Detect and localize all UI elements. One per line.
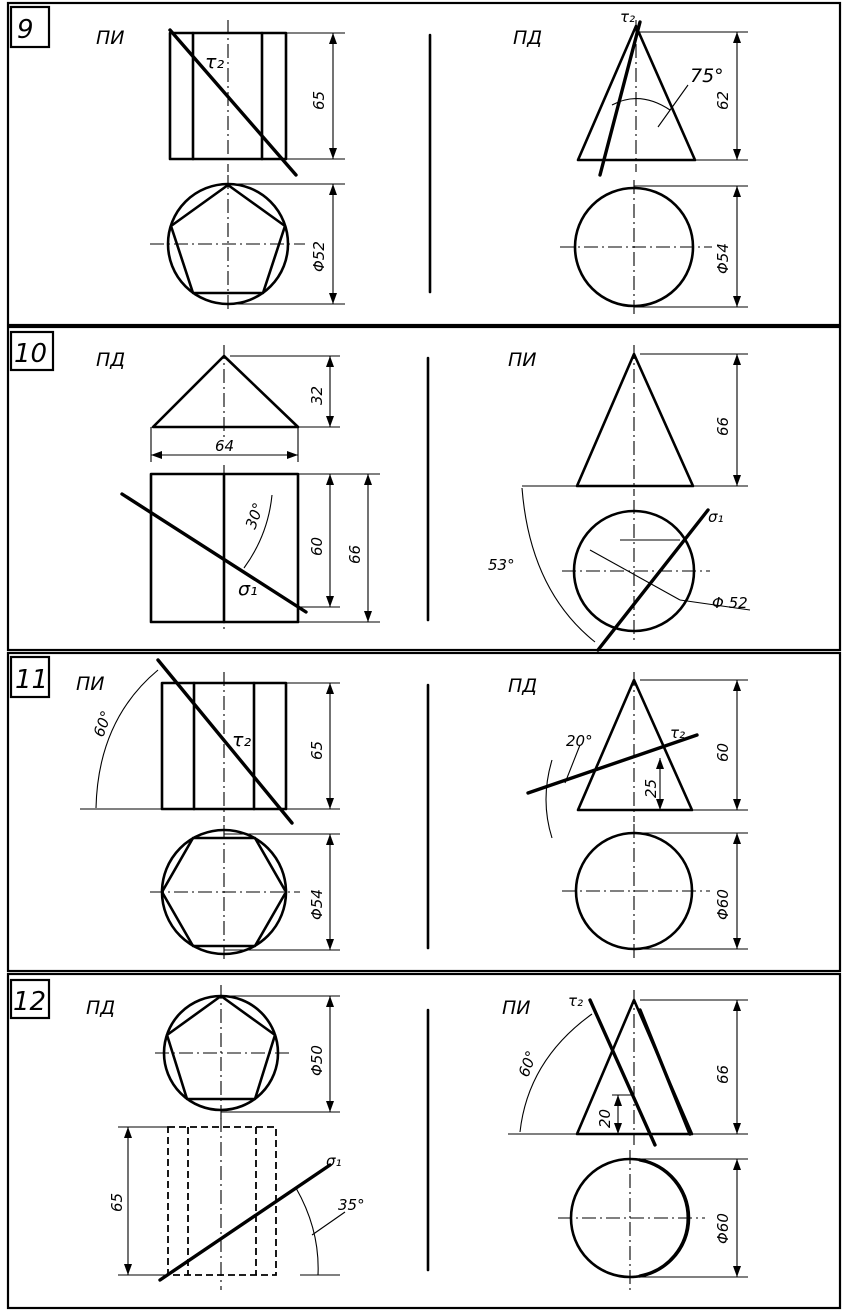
task-panel-11: [8, 653, 840, 971]
cutting-plane-line: [122, 494, 306, 612]
angle-value: 30°: [241, 500, 268, 532]
height-value: 65: [108, 1192, 126, 1212]
cutting-plane-line: [170, 30, 296, 175]
diameter-value: Φ 52: [712, 594, 748, 612]
cone-front-view: [578, 20, 695, 175]
plane-label: σ₁: [238, 578, 258, 600]
diameter-value: Φ54: [714, 243, 732, 274]
cutting-plane-line: [160, 1165, 330, 1280]
task-panel-9: [8, 3, 840, 325]
pentagonal-prism-top-view: [150, 175, 305, 312]
height-value: 65: [308, 740, 326, 760]
triangular-prism-front-view: [122, 465, 306, 632]
panel-frame: [8, 3, 840, 325]
view-label-right: ПИ: [502, 997, 531, 1019]
view-label-left: ПИ: [76, 673, 105, 695]
pentagonal-prism-top-view: [155, 985, 290, 1120]
offset-dimension: [612, 1095, 632, 1134]
angle-value: 60°: [89, 708, 116, 740]
cone-front-view: [528, 672, 697, 838]
task-panel-12: [8, 974, 840, 1308]
view-label-left: ПД: [96, 349, 126, 371]
view-label-right: ПД: [513, 27, 543, 49]
diameter-value: Φ50: [308, 1045, 326, 1076]
cutting-plane-line: [158, 660, 292, 823]
view-label-left: ПИ: [96, 27, 125, 49]
panel-frame: [8, 974, 840, 1308]
cone-top-view: [560, 180, 712, 315]
diameter-value: Φ52: [310, 241, 328, 272]
triangular-prism-side-view: [153, 345, 298, 440]
height-value: 62: [714, 90, 732, 110]
angle-value: 20°: [566, 732, 593, 750]
task-number: 11: [15, 665, 49, 695]
task-number: 10: [14, 339, 48, 369]
panel-frame: [8, 653, 840, 971]
total-height-value: 66: [346, 544, 364, 564]
angle-value: 53°: [488, 556, 515, 574]
angle-value: 35°: [338, 1196, 365, 1214]
angle-value: 75°: [690, 65, 724, 87]
diameter-value: Φ54: [308, 889, 326, 920]
hexagonal-prism-top-view: [150, 825, 300, 960]
diameter-value: Φ60: [714, 1213, 732, 1244]
view-label-left: ПД: [86, 997, 116, 1019]
offset-value: 25: [642, 778, 660, 798]
height-value: 65: [310, 90, 328, 110]
angle-value: 60°: [514, 1048, 541, 1080]
plane-label: τ₂: [670, 724, 686, 742]
height-value: 66: [714, 1064, 732, 1084]
height-value: 60: [714, 742, 732, 762]
prism-height-value: 32: [308, 385, 326, 405]
cone-top-view: [558, 1150, 705, 1290]
hexagonal-prism-front-view: [80, 660, 292, 823]
plane-label: τ₂: [568, 992, 584, 1010]
task-number: 9: [17, 15, 34, 45]
diameter-value: Φ60: [714, 889, 732, 920]
plane-label: τ₂: [205, 51, 225, 73]
plane-label: σ₁: [708, 508, 724, 526]
plane-label: σ₁: [326, 1152, 342, 1170]
height-value: 66: [714, 416, 732, 436]
task-number: 12: [13, 987, 47, 1017]
plane-label: τ₂: [620, 8, 636, 26]
cut-height-value: 60: [308, 536, 326, 556]
plane-label: τ₂: [232, 729, 252, 751]
pentagonal-prism-front-view: [170, 20, 296, 175]
offset-value: 20: [596, 1108, 614, 1128]
task-panel-10: [8, 327, 840, 650]
view-label-right: ПД: [508, 675, 538, 697]
cone-front-view: [577, 345, 693, 496]
width-value: 64: [215, 437, 235, 455]
view-label-right: ПИ: [508, 349, 537, 371]
cone-top-view: [562, 824, 710, 958]
pentagonal-prism-front-view: [160, 1118, 345, 1290]
